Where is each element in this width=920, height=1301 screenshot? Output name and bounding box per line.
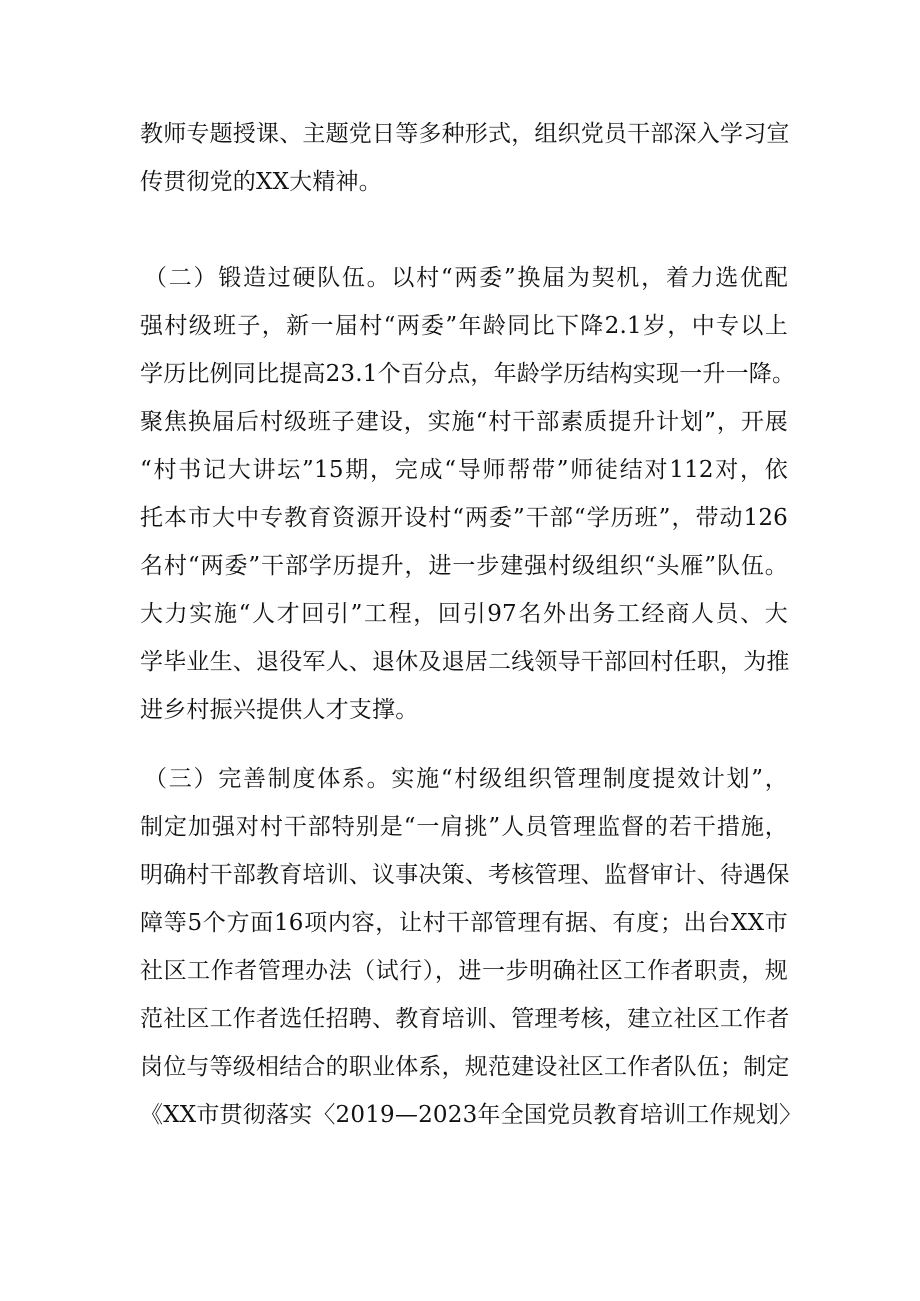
text-line: 强村级班子，新一届村“两委”年龄同比下降2.1岁，中专以上 <box>140 313 788 339</box>
text-line: 托本市大中专教育资源开设村“两委”干部“学历班”，带动126 <box>140 505 788 531</box>
text-line: 学毕业生、退役军人、退休及退居二线领导干部回村任职，为推 <box>140 649 790 675</box>
text-line: 明确村干部教育培训、议事决策、考核管理、监督审计、待遇保 <box>140 862 790 888</box>
text-line: 聚焦换届后村级班子建设，实施“村干部素质提升计划”，开展 <box>140 409 788 435</box>
paragraph-2 <box>140 254 796 734</box>
text-line: （二）锻造过硬队伍。以村“两委”换届为契机，着力选优配 <box>144 265 788 291</box>
text-line: 社区工作者管理办法（试行），进一步明确社区工作者职责，规 <box>140 958 788 984</box>
text-line: 障等5个方面16项内容，让村干部管理有据、有度；出台XX市 <box>140 910 788 936</box>
text-line: 进乡村振兴提供人才支撑。 <box>140 697 419 723</box>
text-line: 大力实施“人才回引”工程，回引97名外出务工经商人员、大 <box>140 601 788 627</box>
text-line: 传贯彻党的XX大精神。 <box>140 169 382 195</box>
text-line: 制定加强对村干部特别是“一肩挑”人员管理监督的若干措施， <box>140 814 788 840</box>
text-line: 名村“两委”干部学历提升，进一步建强村级组织“头雁”队伍。 <box>140 553 788 579</box>
text-line: “村书记大讲坛”15期，完成“导师帮带”师徒结对112对，依 <box>140 457 788 483</box>
text-line: 岗位与等级相结合的职业体系，规范建设社区工作者队伍；制定 <box>140 1054 790 1080</box>
text-line: 范社区工作者选任招聘、教育培训、管理考核，建立社区工作者 <box>140 1006 790 1032</box>
text-line: （三）完善制度体系。实施“村级组织管理制度提效计划”， <box>144 766 788 792</box>
paragraph-3 <box>140 755 803 1139</box>
text-line: 学历比例同比提高23.1个百分点，年龄学历结构实现一升一降。 <box>140 361 796 387</box>
text-line: 《XX市贯彻落实〈2019—2023年全国党员教育培训工作规划〉 <box>140 1102 803 1128</box>
paragraph-1 <box>140 110 788 206</box>
text-line: 教师专题授课、主题党日等多种形式，组织党员干部深入学习宣 <box>140 121 790 147</box>
